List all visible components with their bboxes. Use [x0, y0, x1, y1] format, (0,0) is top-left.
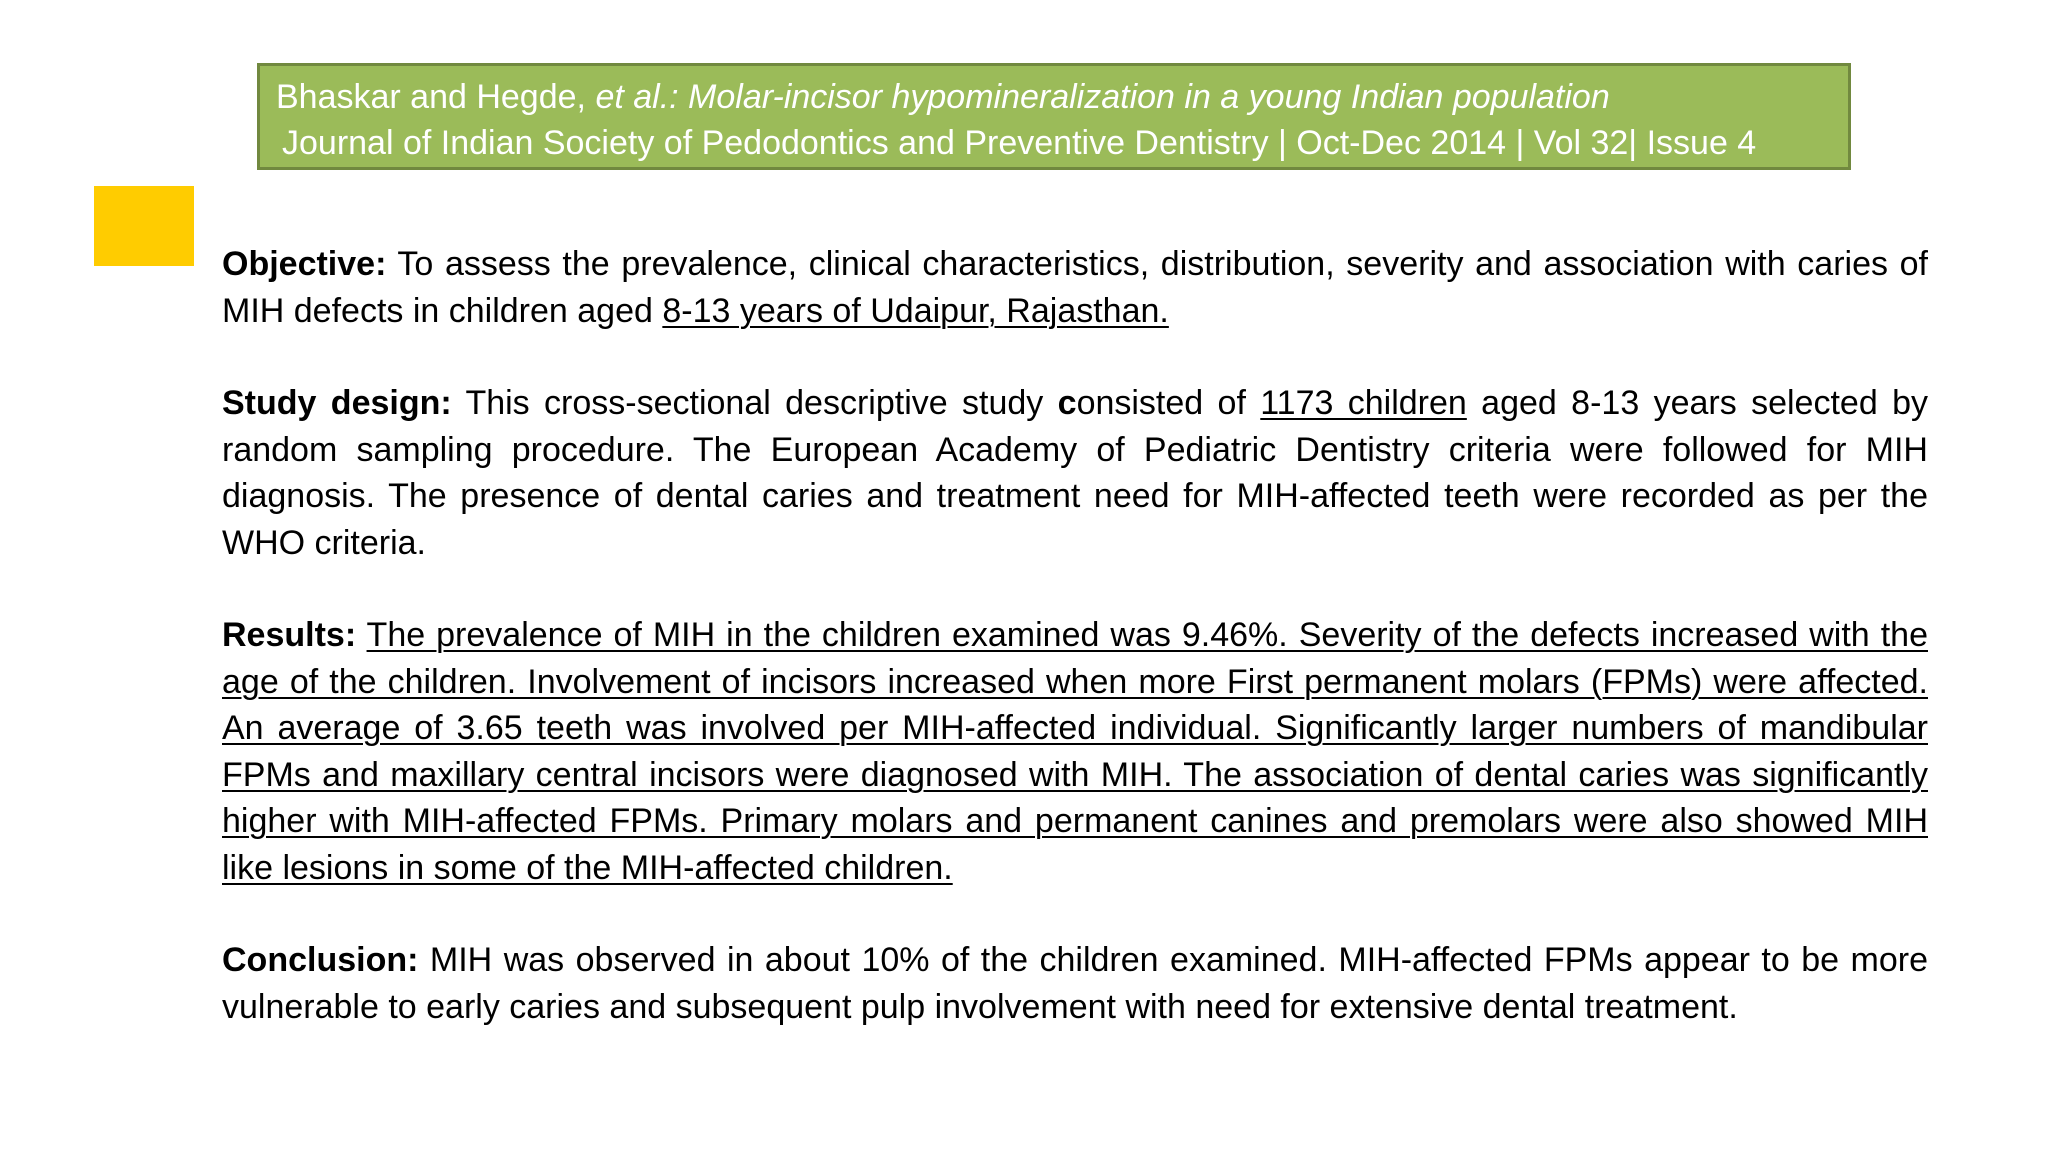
- objective-underlined: 8-13 years of Udaipur, Rajasthan.: [662, 291, 1169, 330]
- study-design-text-3: aged 8-13 years selected by random sampling procedure. The European Academy of Pediatric Dentistry criteria were followed for MIH diagnosis. The presence of dental caries and treatment need for MIH-affected teeth were recorded as per the WHO criteria.: [222, 384, 1928, 562]
- study-design-text-2: onsisted of: [1076, 384, 1261, 422]
- objective-paragraph: [222, 241, 1928, 334]
- objective-text: To assess the prevalence, clinical characteristics, distribution, severity and association with caries of MIH defects in children aged: [222, 245, 1928, 330]
- study-design-text-1: This cross-sectional descriptive study: [451, 384, 1058, 422]
- article-citation: [276, 74, 1848, 120]
- results-underlined: The prevalence of MIH in the children examined was 9.46%. Severity of the defects increased with the age of the children. Involvement of incisors increased when more First permanent molars (FPMs) were affected. An average of 3.65 teeth was involved per MIH-affected individual. Significantly larger numbers of mandibular FPMs and maxillary central incisors were diagnosed with MIH. The association of dental caries was significantly higher with MIH-affected FPMs. Primary molars and permanent canines and premolars were also showed MIH like lesions in some of the MIH-affected children.: [222, 616, 1928, 887]
- authors: Bhaskar and Hegde,: [276, 78, 596, 116]
- conclusion-text: MIH was observed in about 10% of the children examined. MIH-affected FPMs appear to be more vulnerable to early caries and subsequent pulp involvement with need for extensive dental treatment.: [222, 941, 1928, 1026]
- conclusion-label: Conclusion:: [222, 941, 419, 979]
- journal-info: Journal of Indian Society of Pedodontics and Preventive Dentistry | Oct-Dec 2014 | Vol 32| Issue 4: [282, 124, 1757, 162]
- results-paragraph: [222, 612, 1928, 891]
- study-design-label: Study design:: [222, 384, 452, 422]
- objective-label: Objective:: [222, 245, 387, 283]
- results-label: Results:: [222, 616, 357, 654]
- article-title: : Molar-incisor hypomineralization in a young Indian population: [669, 78, 1610, 116]
- study-design-underlined: 1173 children: [1260, 384, 1467, 422]
- study-design-paragraph: [222, 380, 1928, 566]
- accent-square: [94, 186, 194, 266]
- study-design-bold-c: c: [1057, 384, 1077, 422]
- abstract-body: [222, 241, 1928, 1076]
- et-al: et al.: [595, 78, 670, 116]
- citation-header: [257, 63, 1851, 170]
- conclusion-paragraph: [222, 937, 1928, 1030]
